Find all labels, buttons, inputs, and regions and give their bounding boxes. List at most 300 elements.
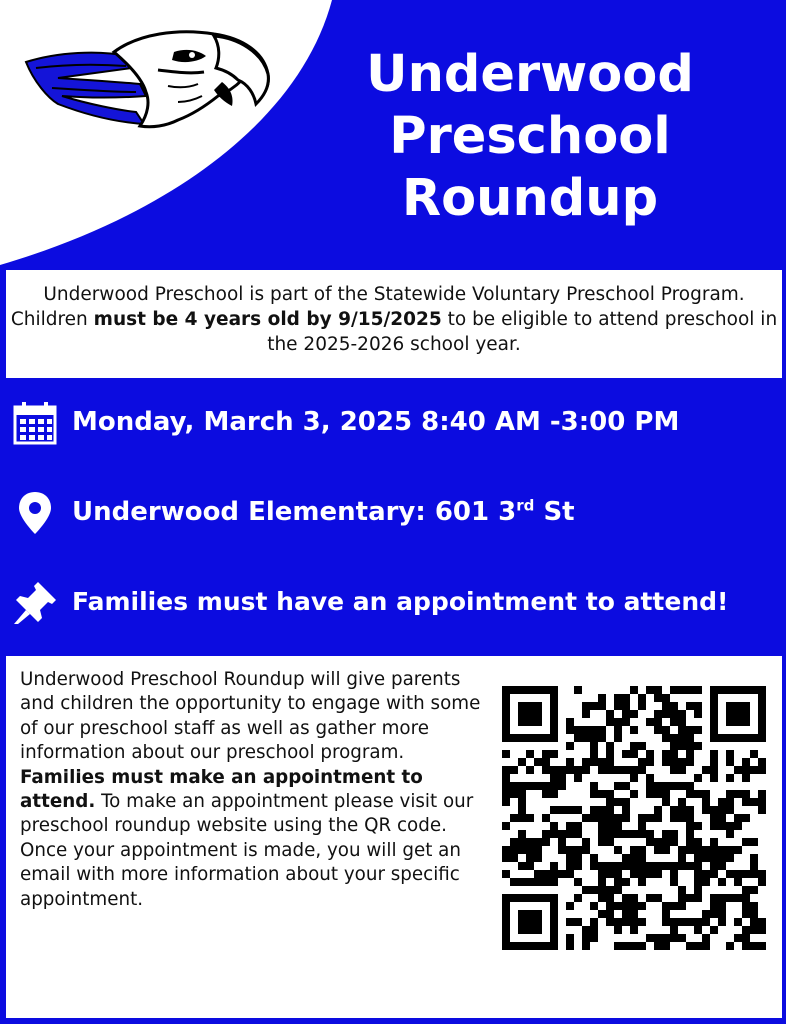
qr-module bbox=[542, 894, 550, 902]
qr-module bbox=[710, 822, 718, 830]
qr-module bbox=[758, 918, 766, 926]
qr-module bbox=[566, 830, 574, 838]
qr-module bbox=[686, 830, 694, 838]
qr-module bbox=[574, 726, 582, 734]
qr-module bbox=[758, 710, 766, 718]
qr-module bbox=[502, 790, 510, 798]
qr-module bbox=[542, 942, 550, 950]
qr-module bbox=[678, 902, 686, 910]
qr-module bbox=[630, 790, 638, 798]
qr-module bbox=[742, 910, 750, 918]
qr-module bbox=[502, 734, 510, 742]
qr-module bbox=[574, 766, 582, 774]
qr-module bbox=[558, 806, 566, 814]
qr-module bbox=[502, 870, 510, 878]
details-body-end: To make an appointment please visit our preschool roundup website using the QR code. Once your appointment is made, you will get an email with more information about your specific appointment. bbox=[20, 791, 474, 910]
qr-module bbox=[606, 862, 614, 870]
qr-module bbox=[622, 702, 630, 710]
qr-module bbox=[518, 830, 526, 838]
qr-module bbox=[702, 918, 710, 926]
qr-module bbox=[758, 758, 766, 766]
qr-module bbox=[750, 926, 758, 934]
qr-module bbox=[590, 814, 598, 822]
qr-module bbox=[710, 926, 718, 934]
qr-module bbox=[654, 686, 662, 694]
qr-module bbox=[502, 910, 510, 918]
details-body: Underwood Preschool Roundup will give parents and children the opportunity to engage with some of our preschool staff as well as gather more information about our preschool program. bbox=[20, 669, 481, 764]
qr-module bbox=[758, 686, 766, 694]
qr-module bbox=[750, 750, 758, 758]
qr-module bbox=[606, 894, 614, 902]
qr-module bbox=[622, 694, 630, 702]
qr-module bbox=[502, 902, 510, 910]
qr-module bbox=[718, 902, 726, 910]
qr-module bbox=[638, 758, 646, 766]
qr-module bbox=[590, 854, 598, 862]
qr-module bbox=[598, 894, 606, 902]
qr-module bbox=[750, 766, 758, 774]
qr-module bbox=[566, 870, 574, 878]
qr-module bbox=[598, 822, 606, 830]
qr-module bbox=[758, 798, 766, 806]
qr-module bbox=[662, 726, 670, 734]
qr-module bbox=[614, 942, 622, 950]
qr-module bbox=[670, 870, 678, 878]
appointment-row bbox=[0, 572, 786, 632]
qr-module bbox=[710, 710, 718, 718]
qr-module bbox=[694, 702, 702, 710]
qr-module bbox=[630, 862, 638, 870]
qr-module bbox=[702, 766, 710, 774]
qr-module bbox=[718, 854, 726, 862]
qr-module bbox=[566, 902, 574, 910]
qr-module bbox=[614, 718, 622, 726]
qr-module bbox=[654, 782, 662, 790]
qr-module bbox=[598, 758, 606, 766]
qr-module bbox=[502, 934, 510, 942]
qr-module bbox=[662, 790, 670, 798]
qr-module bbox=[638, 822, 646, 830]
qr-module bbox=[606, 742, 614, 750]
qr-module bbox=[718, 822, 726, 830]
qr-module bbox=[718, 734, 726, 742]
qr-module bbox=[606, 766, 614, 774]
qr-module bbox=[758, 702, 766, 710]
qr-module bbox=[566, 846, 574, 854]
qr-module bbox=[550, 766, 558, 774]
qr-module bbox=[566, 854, 574, 862]
qr-module bbox=[710, 806, 718, 814]
qr-module bbox=[518, 806, 526, 814]
qr-module bbox=[678, 846, 686, 854]
qr-module bbox=[606, 902, 614, 910]
qr-module bbox=[742, 926, 750, 934]
qr-module bbox=[670, 806, 678, 814]
qr-module bbox=[630, 870, 638, 878]
qr-module bbox=[662, 750, 670, 758]
qr-module bbox=[758, 806, 766, 814]
qr-module bbox=[758, 942, 766, 950]
qr-module bbox=[614, 878, 622, 886]
qr-module bbox=[630, 918, 638, 926]
qr-module bbox=[678, 710, 686, 718]
qr-module bbox=[566, 758, 574, 766]
qr-module bbox=[702, 870, 710, 878]
qr-module bbox=[510, 686, 518, 694]
qr-module bbox=[694, 894, 702, 902]
qr-module bbox=[622, 862, 630, 870]
qr-module bbox=[670, 902, 678, 910]
qr-module bbox=[582, 942, 590, 950]
qr-module bbox=[574, 734, 582, 742]
qr-module bbox=[670, 734, 678, 742]
qr-module bbox=[702, 846, 710, 854]
qr-module bbox=[542, 734, 550, 742]
qr-module bbox=[518, 710, 526, 718]
qr-module bbox=[590, 902, 598, 910]
qr-module bbox=[694, 918, 702, 926]
qr-module bbox=[502, 774, 510, 782]
qr-module bbox=[710, 758, 718, 766]
qr-module bbox=[654, 806, 662, 814]
qr-module bbox=[590, 862, 598, 870]
qr-module bbox=[702, 806, 710, 814]
qr-module bbox=[758, 766, 766, 774]
qr-module bbox=[518, 838, 526, 846]
qr-module bbox=[638, 742, 646, 750]
qr-module bbox=[526, 926, 534, 934]
qr-module bbox=[590, 806, 598, 814]
qr-module bbox=[678, 766, 686, 774]
title-line: Preschool bbox=[389, 107, 671, 166]
qr-module bbox=[702, 854, 710, 862]
qr-module bbox=[686, 702, 694, 710]
details-panel bbox=[6, 656, 782, 1018]
qr-module bbox=[598, 726, 606, 734]
qr-module bbox=[678, 918, 686, 926]
qr-module bbox=[678, 734, 686, 742]
qr-module bbox=[710, 862, 718, 870]
qr-module bbox=[630, 830, 638, 838]
qr-module bbox=[662, 862, 670, 870]
qr-module bbox=[526, 838, 534, 846]
qr-module bbox=[758, 870, 766, 878]
qr-module bbox=[582, 926, 590, 934]
qr-module bbox=[742, 886, 750, 894]
qr-module bbox=[502, 782, 510, 790]
qr-module bbox=[678, 854, 686, 862]
qr-module bbox=[502, 854, 510, 862]
qr-module bbox=[718, 910, 726, 918]
qr-module bbox=[678, 718, 686, 726]
header bbox=[0, 0, 786, 268]
qr-module bbox=[686, 686, 694, 694]
qr-module bbox=[502, 798, 510, 806]
qr-module bbox=[734, 702, 742, 710]
qr-module bbox=[614, 926, 622, 934]
qr-module bbox=[622, 806, 630, 814]
qr-module bbox=[662, 798, 670, 806]
qr-module bbox=[734, 686, 742, 694]
qr-module bbox=[670, 686, 678, 694]
qr-module bbox=[646, 750, 654, 758]
qr-module bbox=[590, 926, 598, 934]
qr-module bbox=[518, 910, 526, 918]
qr-module bbox=[598, 910, 606, 918]
qr-module bbox=[598, 806, 606, 814]
qr-module bbox=[726, 702, 734, 710]
qr-module bbox=[526, 942, 534, 950]
qr-module bbox=[702, 798, 710, 806]
qr-module bbox=[638, 878, 646, 886]
qr-module bbox=[718, 878, 726, 886]
qr-module bbox=[534, 710, 542, 718]
qr-module bbox=[750, 918, 758, 926]
qr-module bbox=[622, 750, 630, 758]
qr-module bbox=[614, 702, 622, 710]
qr-module bbox=[646, 774, 654, 782]
qr-module bbox=[502, 718, 510, 726]
qr-module bbox=[542, 838, 550, 846]
qr-module bbox=[502, 726, 510, 734]
qr-code-icon[interactable] bbox=[502, 686, 766, 950]
qr-module bbox=[526, 702, 534, 710]
qr-module bbox=[614, 902, 622, 910]
qr-module bbox=[606, 838, 614, 846]
qr-module bbox=[542, 814, 550, 822]
qr-module bbox=[710, 902, 718, 910]
qr-module bbox=[502, 942, 510, 950]
qr-module bbox=[574, 806, 582, 814]
qr-module bbox=[606, 910, 614, 918]
qr-module bbox=[710, 838, 718, 846]
qr-module bbox=[702, 878, 710, 886]
qr-module bbox=[622, 718, 630, 726]
qr-module bbox=[662, 934, 670, 942]
qr-module bbox=[518, 790, 526, 798]
qr-module bbox=[598, 838, 606, 846]
qr-module bbox=[566, 822, 574, 830]
qr-module bbox=[710, 750, 718, 758]
qr-module bbox=[638, 902, 646, 910]
qr-module bbox=[590, 742, 598, 750]
qr-module bbox=[534, 734, 542, 742]
qr-module bbox=[502, 686, 510, 694]
qr-module bbox=[614, 822, 622, 830]
qr-module bbox=[654, 718, 662, 726]
qr-module bbox=[750, 902, 758, 910]
qr-module bbox=[710, 734, 718, 742]
qr-module bbox=[582, 734, 590, 742]
qr-module bbox=[574, 918, 582, 926]
qr-module bbox=[542, 758, 550, 766]
qr-module bbox=[758, 878, 766, 886]
qr-module bbox=[742, 942, 750, 950]
qr-module bbox=[750, 870, 758, 878]
qr-module bbox=[582, 838, 590, 846]
qr-module bbox=[734, 822, 742, 830]
intro-age-requirement: must be 4 years old by 9/15/2025 bbox=[93, 309, 442, 330]
qr-module bbox=[710, 694, 718, 702]
qr-module bbox=[742, 710, 750, 718]
qr-module bbox=[614, 734, 622, 742]
qr-module bbox=[678, 862, 686, 870]
qr-module bbox=[542, 766, 550, 774]
qr-module bbox=[710, 814, 718, 822]
qr-module bbox=[742, 934, 750, 942]
qr-module bbox=[678, 782, 686, 790]
qr-module bbox=[686, 894, 694, 902]
qr-module bbox=[526, 878, 534, 886]
qr-module bbox=[606, 758, 614, 766]
qr-module bbox=[598, 862, 606, 870]
qr-module bbox=[734, 718, 742, 726]
qr-module bbox=[550, 734, 558, 742]
qr-module bbox=[670, 710, 678, 718]
qr-module bbox=[630, 766, 638, 774]
qr-module bbox=[630, 902, 638, 910]
qr-module bbox=[542, 830, 550, 838]
qr-module bbox=[726, 758, 734, 766]
qr-module bbox=[590, 886, 598, 894]
qr-module bbox=[670, 750, 678, 758]
qr-module bbox=[630, 742, 638, 750]
qr-module bbox=[614, 782, 622, 790]
qr-module bbox=[742, 766, 750, 774]
qr-module bbox=[558, 846, 566, 854]
qr-module bbox=[702, 942, 710, 950]
qr-module bbox=[742, 702, 750, 710]
qr-module bbox=[550, 926, 558, 934]
qr-module bbox=[662, 830, 670, 838]
qr-module bbox=[598, 830, 606, 838]
qr-module bbox=[590, 918, 598, 926]
qr-module bbox=[686, 806, 694, 814]
qr-module bbox=[726, 822, 734, 830]
qr-module bbox=[526, 766, 534, 774]
qr-module bbox=[590, 934, 598, 942]
qr-module bbox=[526, 710, 534, 718]
qr-module bbox=[734, 846, 742, 854]
qr-module bbox=[510, 782, 518, 790]
location-address: Underwood Elementary: 601 3 bbox=[72, 497, 517, 527]
qr-module bbox=[646, 894, 654, 902]
qr-module bbox=[550, 934, 558, 942]
qr-module bbox=[662, 702, 670, 710]
qr-module bbox=[758, 694, 766, 702]
qr-module bbox=[726, 894, 734, 902]
date-row bbox=[0, 392, 786, 452]
qr-module bbox=[630, 926, 638, 934]
qr-module bbox=[526, 782, 534, 790]
qr-module bbox=[534, 718, 542, 726]
qr-module bbox=[726, 830, 734, 838]
qr-module bbox=[750, 798, 758, 806]
page-title bbox=[330, 44, 730, 230]
qr-module bbox=[598, 886, 606, 894]
qr-module bbox=[526, 854, 534, 862]
qr-module bbox=[534, 758, 542, 766]
qr-module bbox=[662, 838, 670, 846]
qr-module bbox=[646, 790, 654, 798]
qr-module bbox=[654, 846, 662, 854]
qr-module bbox=[638, 702, 646, 710]
qr-module bbox=[518, 862, 526, 870]
qr-module bbox=[742, 894, 750, 902]
qr-module bbox=[614, 694, 622, 702]
qr-module bbox=[742, 814, 750, 822]
qr-module bbox=[558, 838, 566, 846]
qr-module bbox=[582, 710, 590, 718]
qr-module bbox=[646, 934, 654, 942]
qr-module bbox=[526, 686, 534, 694]
qr-module bbox=[510, 734, 518, 742]
qr-module bbox=[518, 702, 526, 710]
qr-module bbox=[526, 814, 534, 822]
qr-module bbox=[662, 942, 670, 950]
qr-module bbox=[710, 846, 718, 854]
qr-module bbox=[590, 790, 598, 798]
qr-module bbox=[622, 894, 630, 902]
qr-module bbox=[574, 686, 582, 694]
qr-module bbox=[678, 742, 686, 750]
qr-module bbox=[566, 806, 574, 814]
qr-module bbox=[542, 782, 550, 790]
qr-module bbox=[502, 710, 510, 718]
qr-module bbox=[502, 702, 510, 710]
qr-module bbox=[654, 870, 662, 878]
qr-module bbox=[638, 918, 646, 926]
qr-module bbox=[526, 846, 534, 854]
qr-module bbox=[646, 862, 654, 870]
qr-module bbox=[734, 710, 742, 718]
qr-module bbox=[654, 862, 662, 870]
qr-module bbox=[606, 806, 614, 814]
qr-module bbox=[614, 726, 622, 734]
qr-module bbox=[622, 766, 630, 774]
qr-module bbox=[710, 854, 718, 862]
qr-module bbox=[606, 710, 614, 718]
qr-module bbox=[622, 918, 630, 926]
qr-module bbox=[726, 942, 734, 950]
qr-module bbox=[654, 838, 662, 846]
title-line: Roundup bbox=[401, 169, 659, 228]
qr-module bbox=[622, 710, 630, 718]
intro-text: Underwood Preschool is part of the Statewide Voluntary Preschool Program. Children bbox=[10, 284, 745, 330]
qr-module bbox=[526, 734, 534, 742]
qr-module bbox=[662, 710, 670, 718]
qr-module bbox=[526, 750, 534, 758]
qr-module bbox=[742, 870, 750, 878]
qr-module bbox=[518, 926, 526, 934]
qr-module bbox=[590, 734, 598, 742]
qr-module bbox=[646, 830, 654, 838]
qr-module bbox=[638, 862, 646, 870]
qr-module bbox=[678, 806, 686, 814]
qr-module bbox=[742, 790, 750, 798]
qr-module bbox=[534, 686, 542, 694]
qr-module bbox=[654, 942, 662, 950]
calendar-icon bbox=[12, 400, 58, 446]
qr-module bbox=[590, 750, 598, 758]
qr-module bbox=[726, 750, 734, 758]
qr-module bbox=[694, 822, 702, 830]
qr-module bbox=[534, 702, 542, 710]
qr-module bbox=[734, 894, 742, 902]
qr-module bbox=[550, 942, 558, 950]
qr-module bbox=[590, 726, 598, 734]
qr-module bbox=[718, 686, 726, 694]
